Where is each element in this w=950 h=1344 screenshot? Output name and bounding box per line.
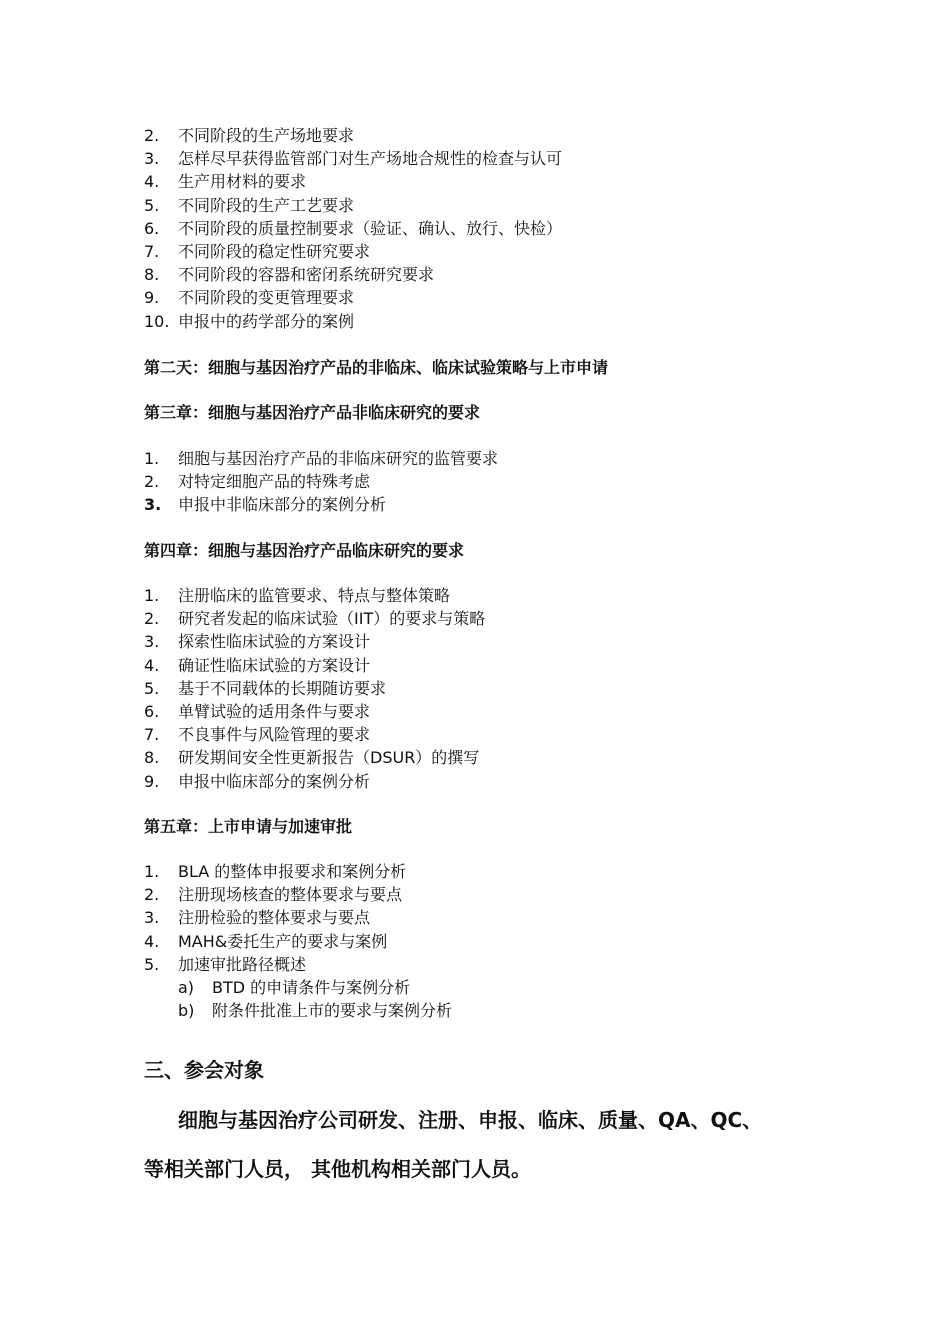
list-item-text: 申报中的药学部分的案例 — [178, 311, 355, 331]
list-item-number: 8. — [144, 748, 160, 768]
list-item — [144, 953, 452, 976]
list-item-text: 不同阶段的稳定性研究要求 — [178, 241, 371, 261]
list-item-text: 对特定细胞产品的特殊考虑 — [178, 472, 371, 492]
sub-list-item — [144, 976, 452, 999]
list-item-number: 3. — [144, 908, 160, 928]
list-item-text: 注册现场核查的整体要求与要点 — [178, 885, 403, 905]
list-item-text: 不同阶段的生产工艺要求 — [178, 195, 355, 215]
sub-list-item-marker: b) — [178, 1001, 195, 1021]
list-item-text: 研发期间安全性更新报告（DSUR）的撰写 — [178, 748, 480, 768]
list-item-number: 7. — [144, 725, 160, 745]
list-item — [144, 883, 452, 906]
list-item-number: 6. — [144, 701, 160, 721]
list-item-text: 单臂试验的适用条件与要求 — [178, 701, 371, 721]
list-item-text: 注册检验的整体要求与要点 — [178, 908, 371, 928]
list-item-text: 申报中非临床部分的案例分析 — [178, 495, 387, 515]
list-item — [144, 654, 485, 677]
list-item-text: 不同阶段的生产场地要求 — [178, 126, 355, 145]
list-item-number: 9. — [144, 288, 160, 308]
list-item-number: 1. — [144, 449, 160, 468]
list-item-text: 不同阶段的容器和密闭系统研究要求 — [178, 265, 435, 285]
list-item-number: 2. — [144, 609, 160, 629]
market-application-list — [144, 860, 452, 1022]
list-item-text: 研究者发起的临床试验（IIT）的要求与策略 — [178, 609, 486, 629]
list-item-number: 6. — [144, 218, 160, 238]
list-item — [144, 147, 562, 170]
list-item-text: 探索性临床试验的方案设计 — [178, 632, 371, 652]
list-item — [144, 310, 562, 333]
list-item-text: 不同阶段的质量控制要求（验证、确认、放行、快检） — [178, 218, 563, 238]
list-item — [144, 286, 562, 309]
list-item-number: 5. — [144, 678, 160, 698]
list-item-number: 9. — [144, 771, 160, 791]
list-item-number: 5. — [144, 195, 160, 215]
clinical-requirements-list — [144, 584, 485, 793]
list-item-text: 基于不同载体的长期随访要求 — [178, 678, 387, 698]
chapter3-heading: 第三章：细胞与基因治疗产品非临床研究的要求 — [144, 403, 481, 422]
sub-list-item-text: BTD 的申请条件与案例分析 — [212, 977, 411, 997]
list-item-text: 不同阶段的变更管理要求 — [178, 288, 355, 308]
list-item-number: 3. — [144, 495, 162, 515]
list-item-number: 4. — [144, 655, 160, 675]
list-item-text: 怎样尽早获得监管部门对生产场地合规性的检查与认可 — [178, 149, 563, 169]
list-item — [144, 493, 498, 516]
list-item-text: 确证性临床试验的方案设计 — [178, 655, 371, 675]
list-item-text: 生产用材料的要求 — [178, 172, 307, 192]
list-item-number: 7. — [144, 241, 160, 261]
list-item-number: 2. — [144, 126, 160, 145]
list-item — [144, 770, 485, 793]
list-item — [144, 607, 485, 630]
list-item-text: 注册临床的监管要求、特点与整体策略 — [178, 586, 451, 605]
list-item — [144, 240, 562, 263]
list-item — [144, 447, 498, 470]
day2-heading: 第二天：细胞与基因治疗产品的非临床、临床试验策略与上市申请 — [144, 358, 609, 377]
sub-list-item-text: 附条件批准上市的要求与案例分析 — [212, 1001, 453, 1021]
list-item — [144, 677, 485, 700]
list-item — [144, 723, 485, 746]
list-item-text: 申报中临床部分的案例分析 — [178, 771, 371, 791]
list-item-number: 5. — [144, 954, 160, 974]
list-item-text: 细胞与基因治疗产品的非临床研究的监管要求 — [178, 449, 499, 468]
list-item — [144, 906, 452, 929]
list-item — [144, 217, 562, 240]
section3-title: 三、参会对象 — [144, 1058, 264, 1082]
list-item — [144, 170, 562, 193]
list-item-text: 不良事件与风险管理的要求 — [178, 725, 371, 745]
list-item — [144, 194, 562, 217]
list-item-text: BLA 的整体申报要求和案例分析 — [178, 862, 407, 881]
list-item-number: 4. — [144, 172, 160, 192]
list-item-number: 2. — [144, 472, 160, 492]
list-item-number: 1. — [144, 586, 160, 605]
list-item-number: 8. — [144, 265, 160, 285]
list-item-number: 10. — [144, 311, 170, 331]
audience-paragraph-line1: 细胞与基因治疗公司研发、注册、申报、临床、质量、QA、QC、 — [178, 1108, 763, 1132]
list-item — [144, 470, 498, 493]
list-item-number: 2. — [144, 885, 160, 905]
list-item — [144, 746, 485, 769]
list-item — [144, 630, 485, 653]
list-item-text: 加速审批路径概述 — [178, 954, 307, 974]
production-requirements-list — [144, 124, 562, 333]
list-item — [144, 930, 452, 953]
list-item — [144, 584, 485, 607]
list-item-number: 1. — [144, 862, 160, 881]
list-item — [144, 124, 562, 147]
list-item — [144, 700, 485, 723]
audience-paragraph-line2: 等相关部门人员， 其他机构相关部门人员。 — [144, 1157, 531, 1181]
list-item — [144, 263, 562, 286]
list-item-number: 3. — [144, 149, 160, 169]
sub-list-item-marker: a) — [178, 977, 195, 997]
sub-list-item — [144, 999, 452, 1022]
chapter4-heading: 第四章：细胞与基因治疗产品临床研究的要求 — [144, 541, 465, 560]
chapter5-heading: 第五章：上市申请与加速审批 — [144, 817, 353, 836]
list-item — [144, 860, 452, 883]
list-item-number: 4. — [144, 931, 160, 951]
nonclinical-requirements-list — [144, 447, 498, 517]
list-item-number: 3. — [144, 632, 160, 652]
list-item-text: MAH&委托生产的要求与案例 — [178, 931, 388, 951]
